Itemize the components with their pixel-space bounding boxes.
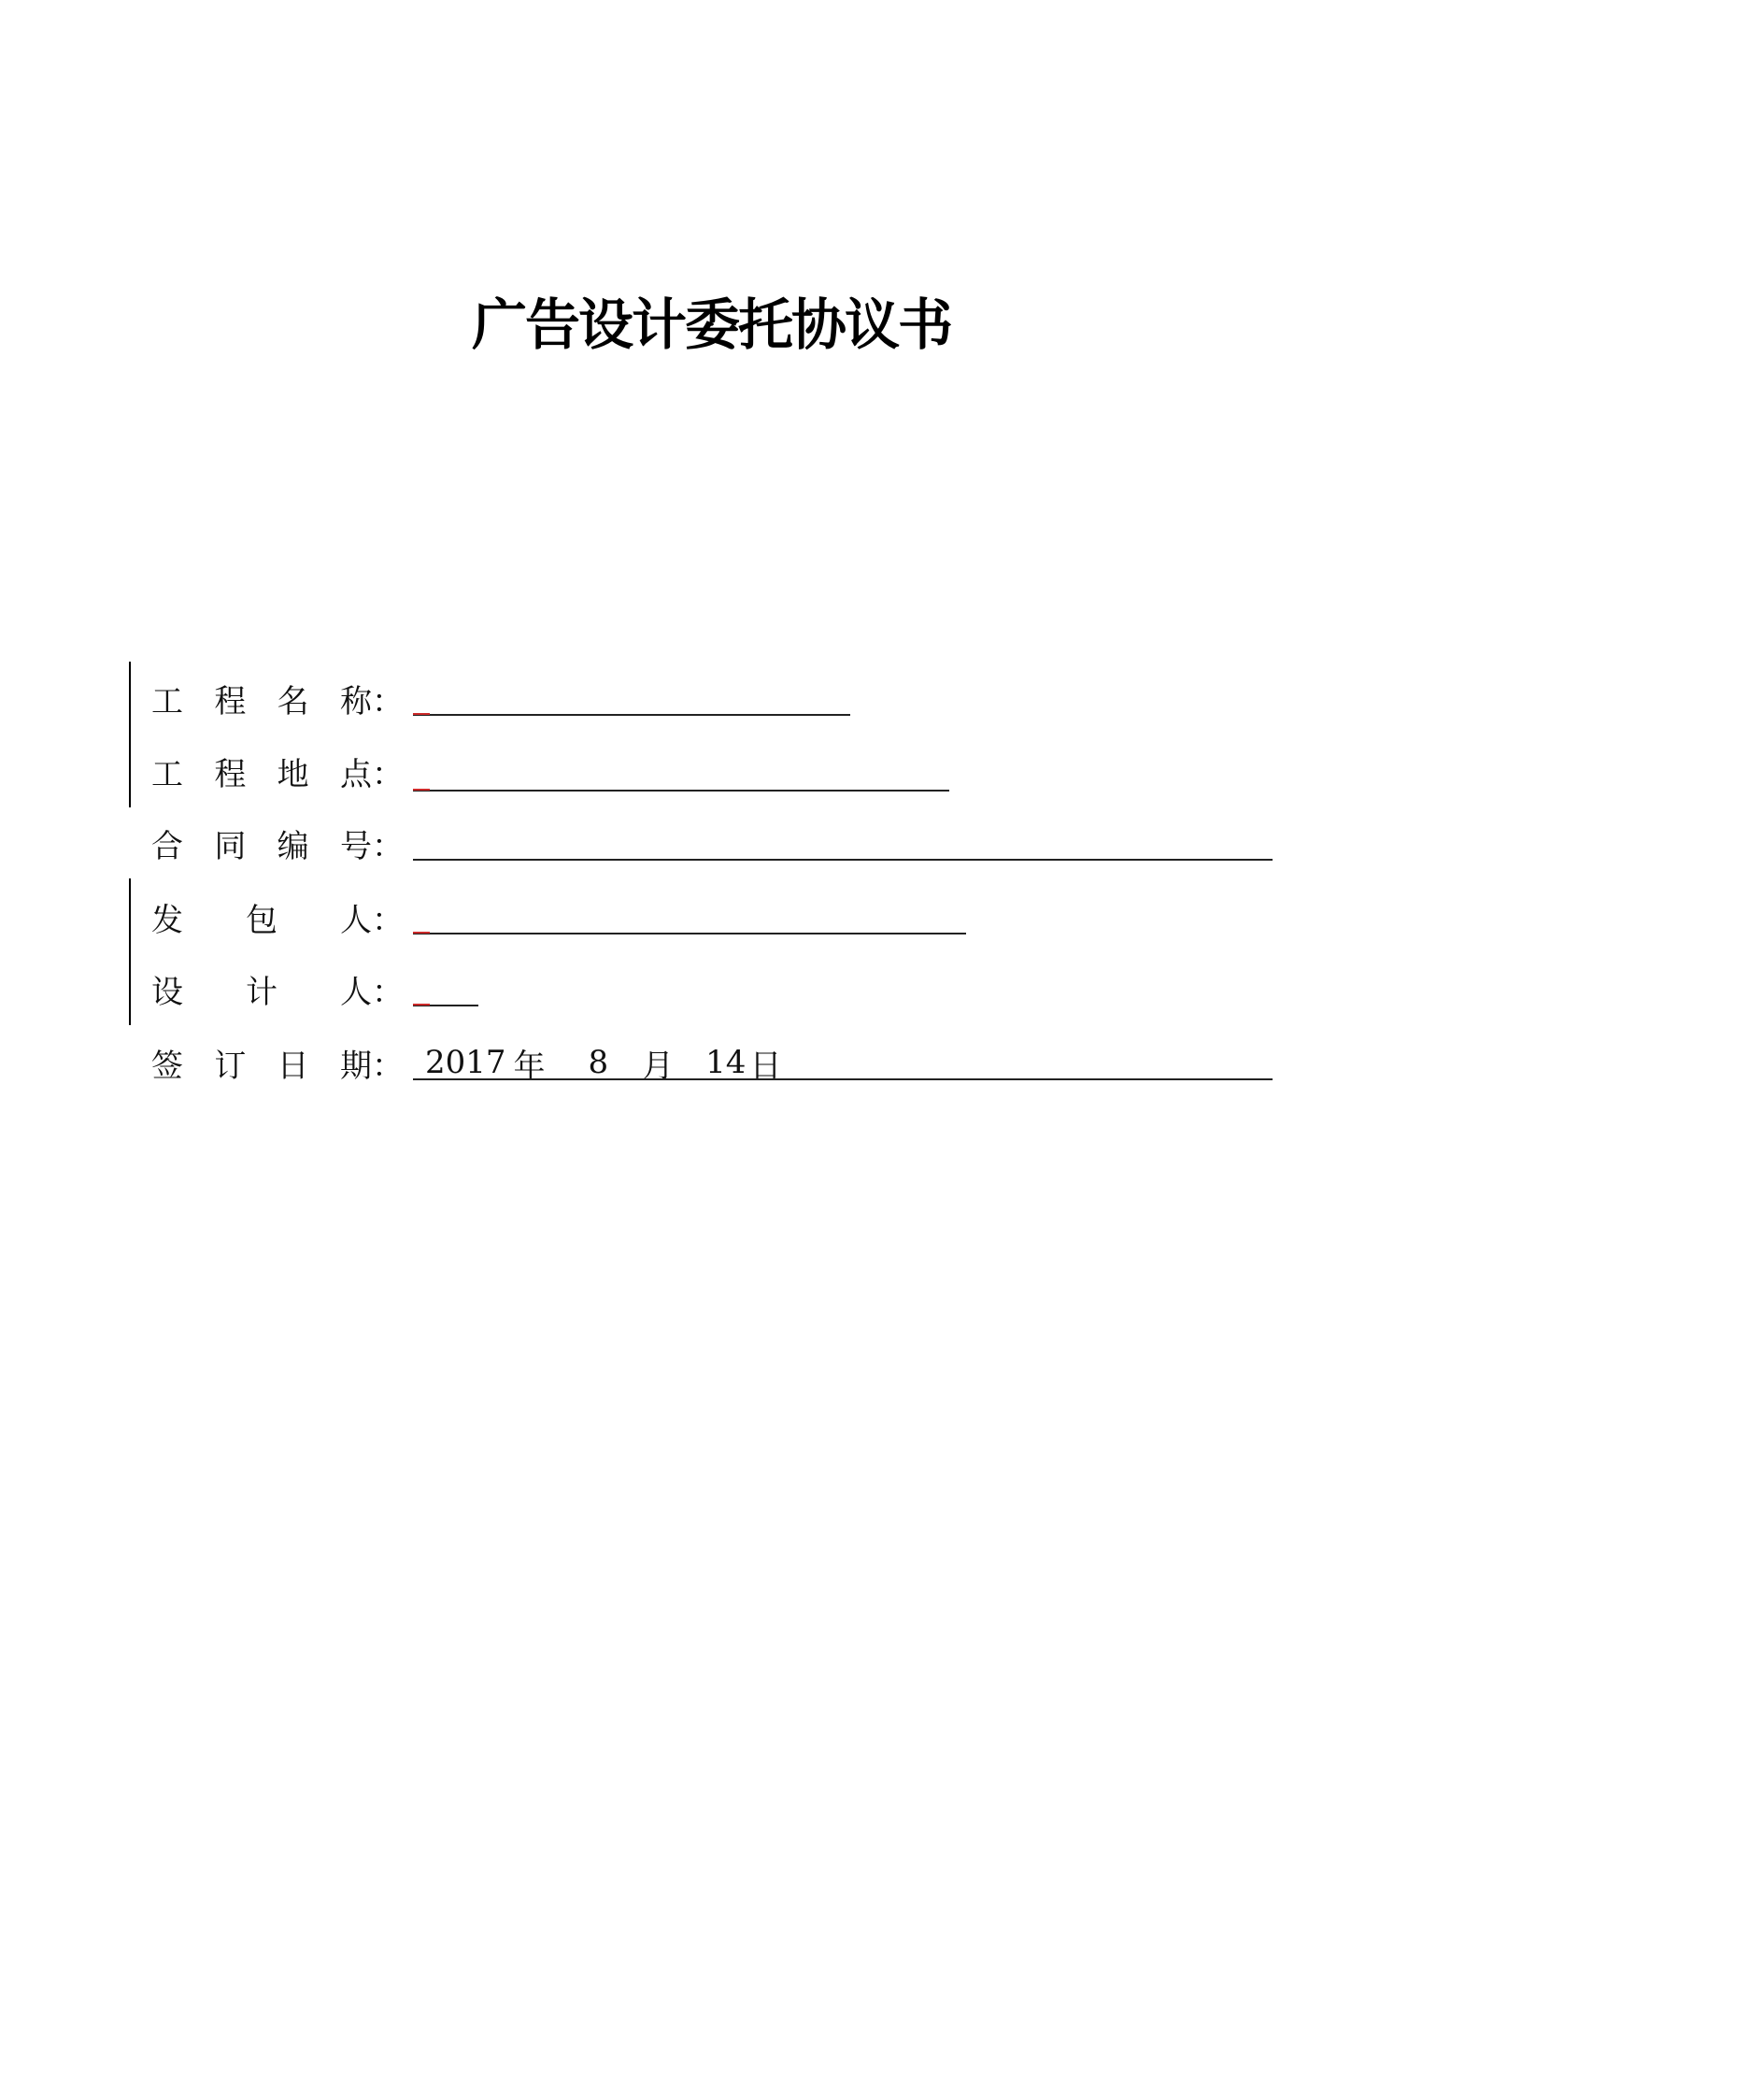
date-year-unit: 年 [513, 1047, 546, 1085]
document-title: 广告设计委托协议书 [472, 292, 952, 357]
margin-bar-top [129, 662, 131, 807]
signing-date-field[interactable] [413, 1077, 1273, 1080]
contract-number-label: 合 同 编 号： [151, 827, 404, 865]
project-location-field[interactable] [413, 789, 949, 792]
date-day-unit: 日 [749, 1047, 782, 1085]
contract-number-field[interactable] [413, 858, 1273, 861]
project-name-field[interactable] [413, 713, 850, 716]
project-location-red-mark [413, 789, 430, 791]
project-name-label: 工 程 名 称： [151, 682, 404, 720]
designer-label: 设 计 人： [151, 973, 404, 1011]
date-day: 14 [705, 1044, 747, 1081]
date-month-unit: 月 [642, 1047, 675, 1085]
designer-red-mark [413, 1004, 430, 1006]
project-location-label: 工 程 地 点： [151, 755, 404, 793]
project-name-red-mark [413, 713, 430, 715]
signing-date-label: 签 订 日 期： [151, 1047, 404, 1085]
date-year: 2017 [425, 1044, 506, 1081]
client-red-mark [413, 932, 430, 934]
margin-bar-bottom [129, 878, 131, 1025]
client-field[interactable] [413, 932, 966, 934]
client-label: 发 包 人： [151, 901, 404, 939]
date-month: 8 [588, 1044, 609, 1081]
